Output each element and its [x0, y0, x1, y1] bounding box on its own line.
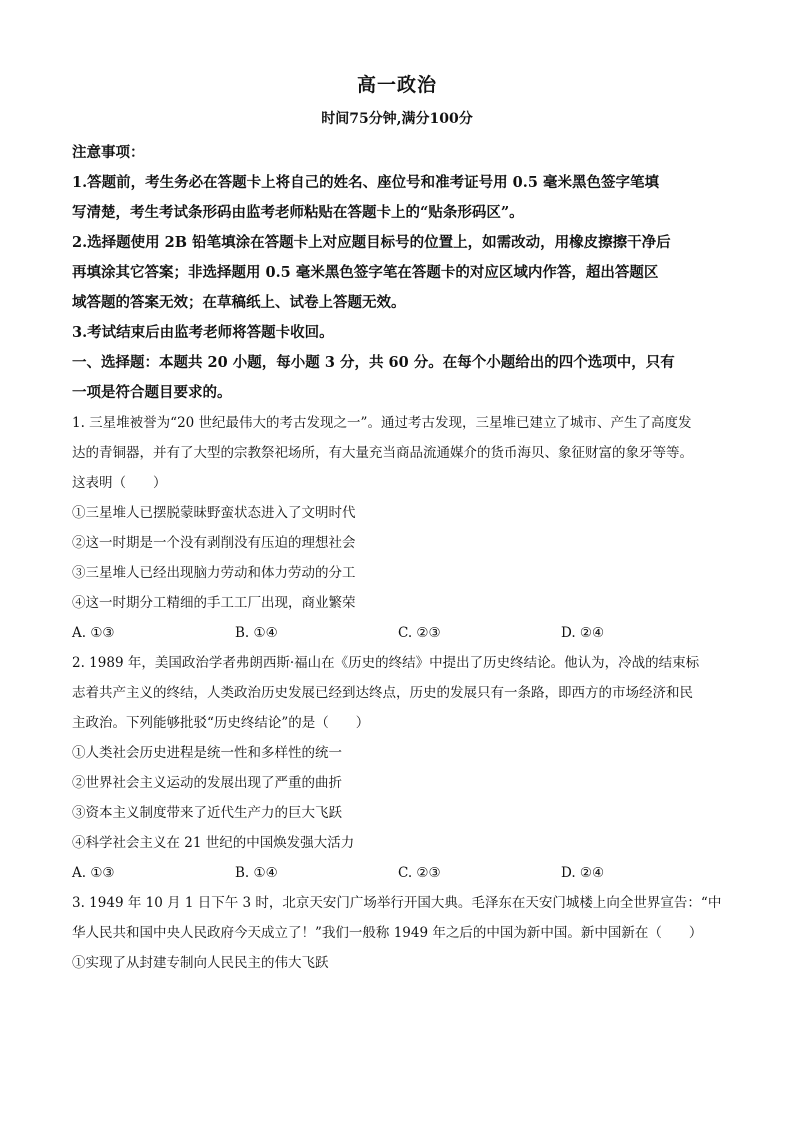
question-1-stem-line-2: 达的青铜器，并有了大型的宗教祭祀场所，有大量充当商品流通媒介的货币海贝、象征财富的象牙等等。	[72, 445, 693, 461]
page-subtitle: 时间75分钟,满分100分	[321, 111, 473, 127]
question-2-statement-4: ④科学社会主义在 21 世纪的中国焕发强大活力	[72, 835, 355, 851]
question-3-stem-line-2: 华人民共和国中央人民政府今天成立了！”我们一般称 1949 年之后的中国为新中国。新中国新在（ ）	[72, 925, 703, 941]
question-1-stem-line-3: 这表明（ ）	[72, 475, 167, 491]
question-2-options	[72, 858, 724, 888]
question-1-option-d: D. ②④	[561, 625, 605, 641]
notice-item-2-line-2: 再填涂其它答案；非选择题用 0.5 毫米黑色签字笔在答题卡的对应区域内作答，超出答题区	[72, 264, 659, 281]
question-2-option-a: A. ①③	[72, 865, 115, 881]
question-1-options	[72, 618, 724, 648]
notice-item-2-line-3: 域答题的答案无效；在草稿纸上、试卷上答题无效。	[72, 294, 406, 311]
question-3-statement-1: ①实现了从封建专制向人民民主的伟大飞跃	[72, 955, 329, 971]
question-3	[72, 888, 724, 978]
notice-item-1-line-1: 1.答题前，考生务必在答题卡上将自己的姓名、座位号和准考证号用 0.5 毫米黑色签字笔填	[72, 174, 659, 191]
section-1-heading-line-2: 一项是符合题目要求的。	[72, 384, 232, 401]
notice-heading: 注意事项：	[72, 144, 145, 161]
question-1	[72, 408, 724, 648]
question-1-statement-1: ①三星堆人已摆脱蒙昧野蛮状态进入了文明时代	[72, 505, 356, 521]
question-2-option-d: D. ②④	[561, 865, 605, 881]
question-3-stem-line-1: 3. 1949 年 10 月 1 日下午 3 时，北京天安门广场举行开国大典。毛泽东在天安门城楼上向全世界宣告：“中	[72, 895, 722, 911]
question-1-option-b: B. ①④	[235, 625, 278, 641]
section-1-heading-line-1: 一、选择题：本题共 20 小题，每小题 3 分，共 60 分。在每个小题给出的四个选项中，只有	[72, 354, 675, 371]
question-1-statement-3: ③三星堆人已经出现脑力劳动和体力劳动的分工	[72, 565, 356, 581]
question-1-option-c: C. ②③	[398, 625, 441, 641]
question-2-stem-line-3: 主政治。下列能够批驳“历史终结论”的是（ ）	[72, 715, 370, 731]
question-2-stem-line-1: 2. 1989 年，美国政治学者弗朗西斯·福山在《历史的终结》中提出了历史终结论。他认为，冷战的结束标	[72, 655, 700, 671]
page-title: 高一政治	[356, 74, 437, 96]
question-1-statement-2: ②这一时期是一个没有剥削没有压迫的理想社会	[72, 535, 356, 551]
question-2-statement-1: ①人类社会历史进程是统一性和多样性的统一	[72, 745, 342, 761]
question-2-statement-3: ③资本主义制度带来了近代生产力的巨大飞跃	[72, 805, 342, 821]
question-2	[72, 648, 724, 888]
exam-content	[72, 138, 724, 978]
question-2-statement-2: ②世界社会主义运动的发展出现了严重的曲折	[72, 775, 342, 791]
notice-item-1-line-2: 写清楚，考生考试条形码由监考老师粘贴在答题卡上的“贴条形码区”。	[72, 204, 524, 221]
question-2-option-c: C. ②③	[398, 865, 441, 881]
question-1-statement-4: ④这一时期分工精细的手工工厂出现，商业繁荣	[72, 595, 356, 611]
question-1-stem-line-1: 1. 三星堆被誉为“20 世纪最伟大的考古发现之一”。通过考古发现，三星堆已建立了城市、产生了高度发	[72, 415, 692, 431]
question-2-option-b: B. ①④	[235, 865, 278, 881]
question-1-option-a: A. ①③	[72, 625, 115, 641]
question-2-stem-line-2: 志着共产主义的终结，人类政治历史发展已经到达终点，历史的发展只有一条路，即西方的市场经济和民	[72, 685, 693, 701]
notice-item-2-line-1: 2.选择题使用 2B 铅笔填涂在答题卡上对应题目标号的位置上，如需改动，用橡皮擦擦干净后	[72, 234, 671, 251]
notice-item-3: 3.考试结束后由监考老师将答题卡收回。	[72, 324, 334, 341]
